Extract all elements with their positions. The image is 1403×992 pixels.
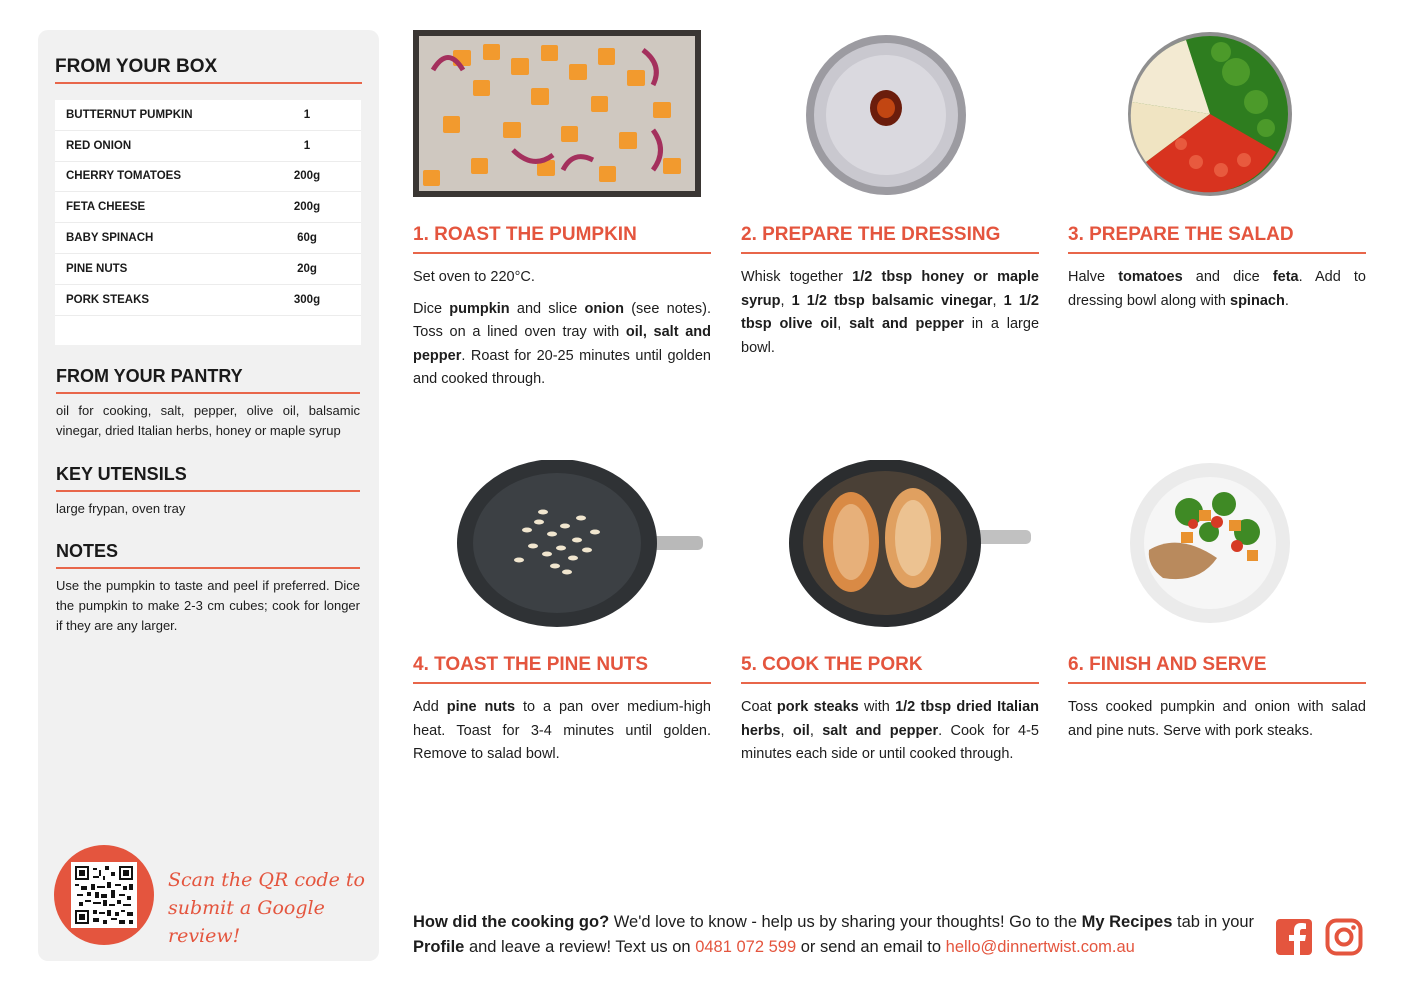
ingredient-qty: 300g	[293, 293, 321, 306]
sidebar	[38, 30, 379, 961]
footer-question: How did the cooking go?	[413, 913, 610, 931]
ingredient-qty: 200g	[293, 201, 321, 214]
ingredient-name: BUTTERNUT PUMPKIN	[66, 108, 193, 121]
footer-text-part: or send an email to	[796, 938, 946, 956]
step-title: 4. TOAST THE PINE NUTS	[413, 654, 649, 675]
step-4	[413, 460, 711, 810]
step-1	[413, 30, 711, 410]
step-body: Toss cooked pumpkin and onion with salad and pine nuts. Serve with pork steaks.	[1068, 699, 1366, 739]
my-recipes-link[interactable]: My Recipes	[1081, 913, 1173, 931]
footer-text-part: We'd love to know - help us by sharing your thoughts! Go to the	[609, 913, 1082, 931]
footer-text-part: and leave a review! Text us on	[464, 938, 696, 956]
ingredient-qty: 60g	[297, 232, 317, 245]
ingredient-name: PORK STEAKS	[66, 293, 150, 306]
divider	[413, 682, 711, 684]
divider	[56, 567, 360, 569]
divider	[1068, 252, 1366, 254]
qr-caption-line: submit a Google review!	[168, 897, 325, 947]
pantry-title: FROM YOUR PANTRY	[56, 366, 243, 386]
divider	[741, 252, 1039, 254]
qr-caption-line: Scan the QR code to	[168, 869, 365, 891]
table-row	[55, 131, 361, 162]
pine-nuts-photo	[457, 460, 703, 627]
facebook-icon[interactable]	[1275, 918, 1313, 956]
step-3	[1068, 30, 1366, 410]
footer-text-part: tab in your	[1172, 913, 1255, 931]
divider	[55, 82, 362, 84]
step-title: 3. PREPARE THE SALAD	[1068, 224, 1294, 245]
qr-code-icon	[71, 862, 137, 928]
step-title: 6. FINISH AND SERVE	[1068, 654, 1267, 675]
notes-title: NOTES	[56, 541, 119, 561]
step-text: Add pine nuts to a pan over medium-high heat. Toast for 3-4 minutes until golden. Remove to salad bowl.	[413, 699, 711, 762]
profile-link[interactable]: Profile	[413, 938, 465, 956]
divider	[56, 392, 360, 394]
instagram-icon[interactable]	[1325, 918, 1363, 956]
qr-caption	[168, 866, 368, 950]
table-row	[55, 254, 361, 285]
divider	[741, 682, 1039, 684]
table-row	[55, 162, 361, 193]
cook-pork-photo	[789, 460, 1031, 627]
ingredient-qty: 20g	[297, 262, 317, 275]
ingredients-table	[55, 100, 361, 345]
ingredient-qty: 1	[303, 108, 311, 121]
divider	[56, 490, 360, 492]
ingredient-name: CHERRY TOMATOES	[66, 170, 182, 183]
step-body	[413, 266, 711, 392]
step-6	[1068, 460, 1366, 810]
table-row	[55, 285, 361, 316]
step-5	[741, 460, 1039, 810]
ingredient-qty: 1	[303, 139, 311, 152]
ingredient-name: BABY SPINACH	[66, 232, 154, 245]
step-text: Set oven to 220°C.	[413, 269, 535, 285]
table-row	[55, 192, 361, 223]
utensils-title: KEY UTENSILS	[56, 464, 187, 484]
step-text: Halve tomatoes and dice feta. Add to dressing bowl along with spinach.	[1068, 269, 1366, 309]
step-2	[741, 30, 1039, 410]
pantry-text: oil for cooking, salt, pepper, olive oil, balsamic vinegar, dried Italian herbs, honey or maple syrup	[56, 403, 360, 438]
step-text: Whisk together 1/2 tbsp honey or maple syrup, 1 1/2 tbsp balsamic vinegar, 1 1/2 tbsp olive oil, salt and pepper in a large bowl.	[741, 269, 1040, 356]
table-row	[55, 223, 361, 254]
ingredient-name: PINE NUTS	[66, 262, 128, 275]
ingredient-name: FETA CHEESE	[66, 201, 146, 214]
salad-photo	[1126, 32, 1294, 196]
utensils-text: large frypan, oven tray	[56, 501, 186, 516]
step-body	[741, 696, 1039, 767]
phone-link[interactable]: 0481 072 599	[695, 938, 797, 956]
divider	[1068, 682, 1366, 684]
step-title: 5. COOK THE PORK	[741, 654, 923, 675]
dressing-photo	[805, 34, 967, 196]
table-row	[55, 100, 361, 131]
email-link[interactable]: hello@dinnertwist.com.au	[945, 938, 1135, 956]
step-title: 1. ROAST THE PUMPKIN	[413, 224, 637, 245]
step-body	[741, 266, 1039, 360]
serve-photo	[1129, 462, 1291, 624]
divider	[413, 252, 711, 254]
notes-text: Use the pumpkin to taste and peel if preferred. Dice the pumpkin to make 2-3 cm cubes; cook for longer if they are any larger.	[56, 578, 360, 633]
step-body	[413, 696, 711, 767]
step-text: Coat pork steaks with 1/2 tbsp dried Italian herbs, oil, salt and pepper. Cook for 4-5 minutes each side or until cooked through.	[741, 699, 1039, 762]
qr-code[interactable]	[54, 845, 154, 945]
footer-text	[413, 910, 1263, 960]
step-title: 2. PREPARE THE DRESSING	[741, 224, 1001, 245]
step-text: Dice pumpkin and slice onion (see notes). Toss on a lined oven tray with oil, salt and pepper. Roast for 20-25 minutes until golden and cooked through.	[413, 300, 712, 387]
box-title: FROM YOUR BOX	[55, 56, 218, 77]
roast-pumpkin-photo	[413, 30, 701, 197]
ingredient-qty: 200g	[293, 170, 321, 183]
ingredient-name: RED ONION	[66, 139, 132, 152]
step-body	[1068, 266, 1366, 313]
